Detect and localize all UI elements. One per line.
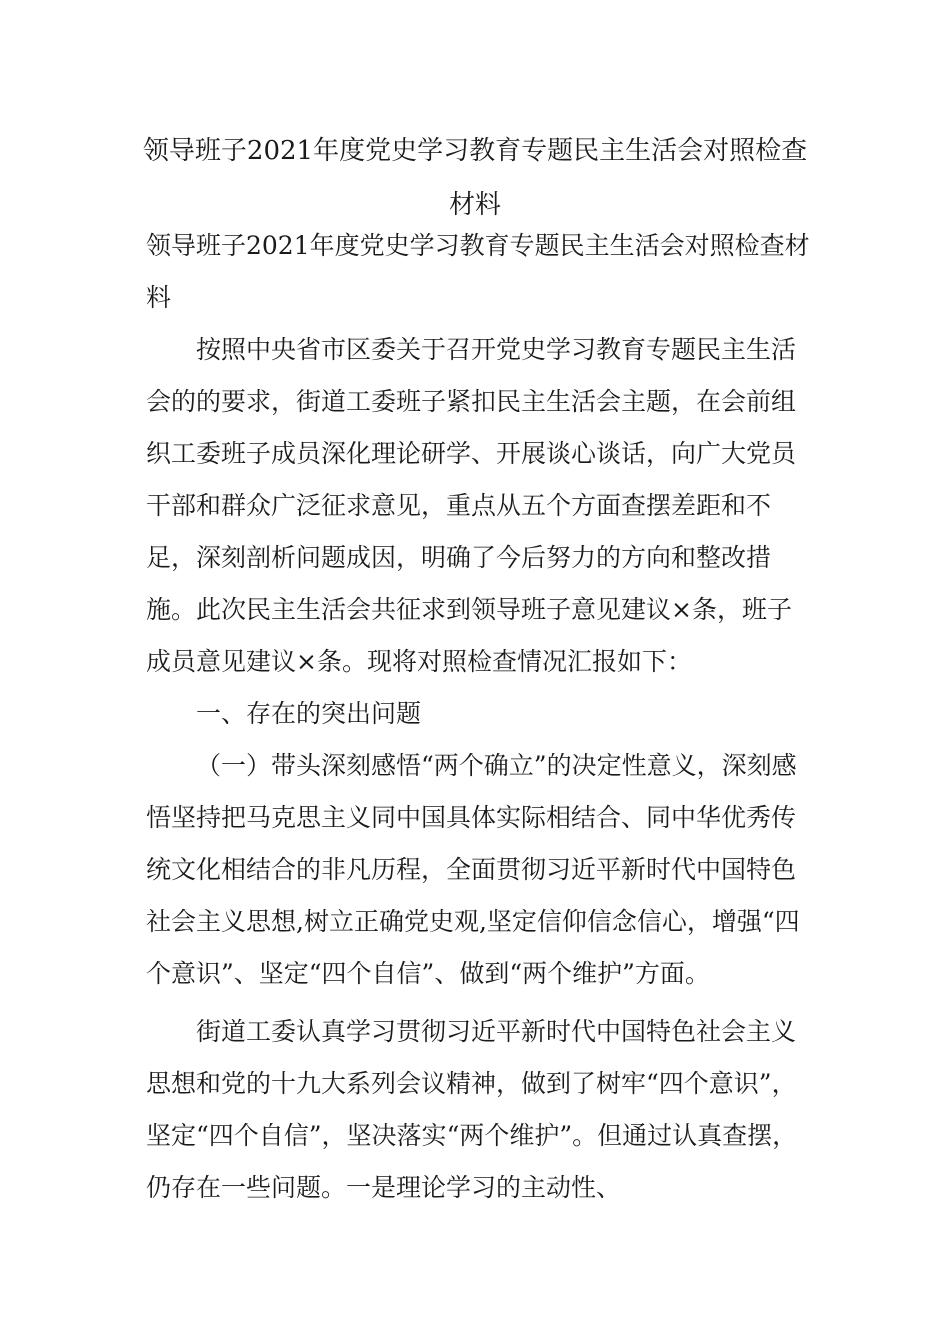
document-title: 领导班子2021年度党史学习教育专题民主生活会对照检查材料 — [142, 136, 808, 220]
document-body — [146, 220, 810, 1214]
body-paragraph: 街道工委认真学习贯彻习近平新时代中国特色社会主义思想和党的十九大系列会议精神，做到了树牢“四个意识”，坚定“四个自信”，坚决落实“两个维护”。但通过认真查摆，仍存在一些问题。一是理论学习的主动性、 — [146, 1017, 798, 1202]
subsection-heading-1: （一）带头深刻感悟“两个确立”的决定性意义，深刻感悟坚持把马克思主义同中国具体实际相结合、同中华优秀传统文化相结合的非凡历程，全面贯彻习近平新时代中国特色社会主义思想,树立正确党史观,坚定信仰信念信心，增强“四个意识”、坚定“四个自信”、做到“两个维护”方面。 — [146, 751, 800, 988]
intro-paragraph: 按照中央省市区委关于召开党史学习教育专题民主生活会的的要求，街道工委班子紧扣民主生活会主题，在会前组织工委班子成员深化理论研学、开展谈心谈话，向广大党员干部和群众广泛征求意见，重点从五个方面查摆差距和不足，深刻剖析问题成因，明确了今后努力的方向和整改措施。此次民主生活会共征求到领导班子意见建议×条，班子成员意见建议×条。现将对照检查情况汇报如下： — [146, 335, 797, 676]
section-heading-1: 一、存在的突出问题 — [196, 699, 422, 728]
repeated-title: 领导班子2021年度党史学习教育专题民主生活会对照检查材料 — [146, 231, 810, 312]
